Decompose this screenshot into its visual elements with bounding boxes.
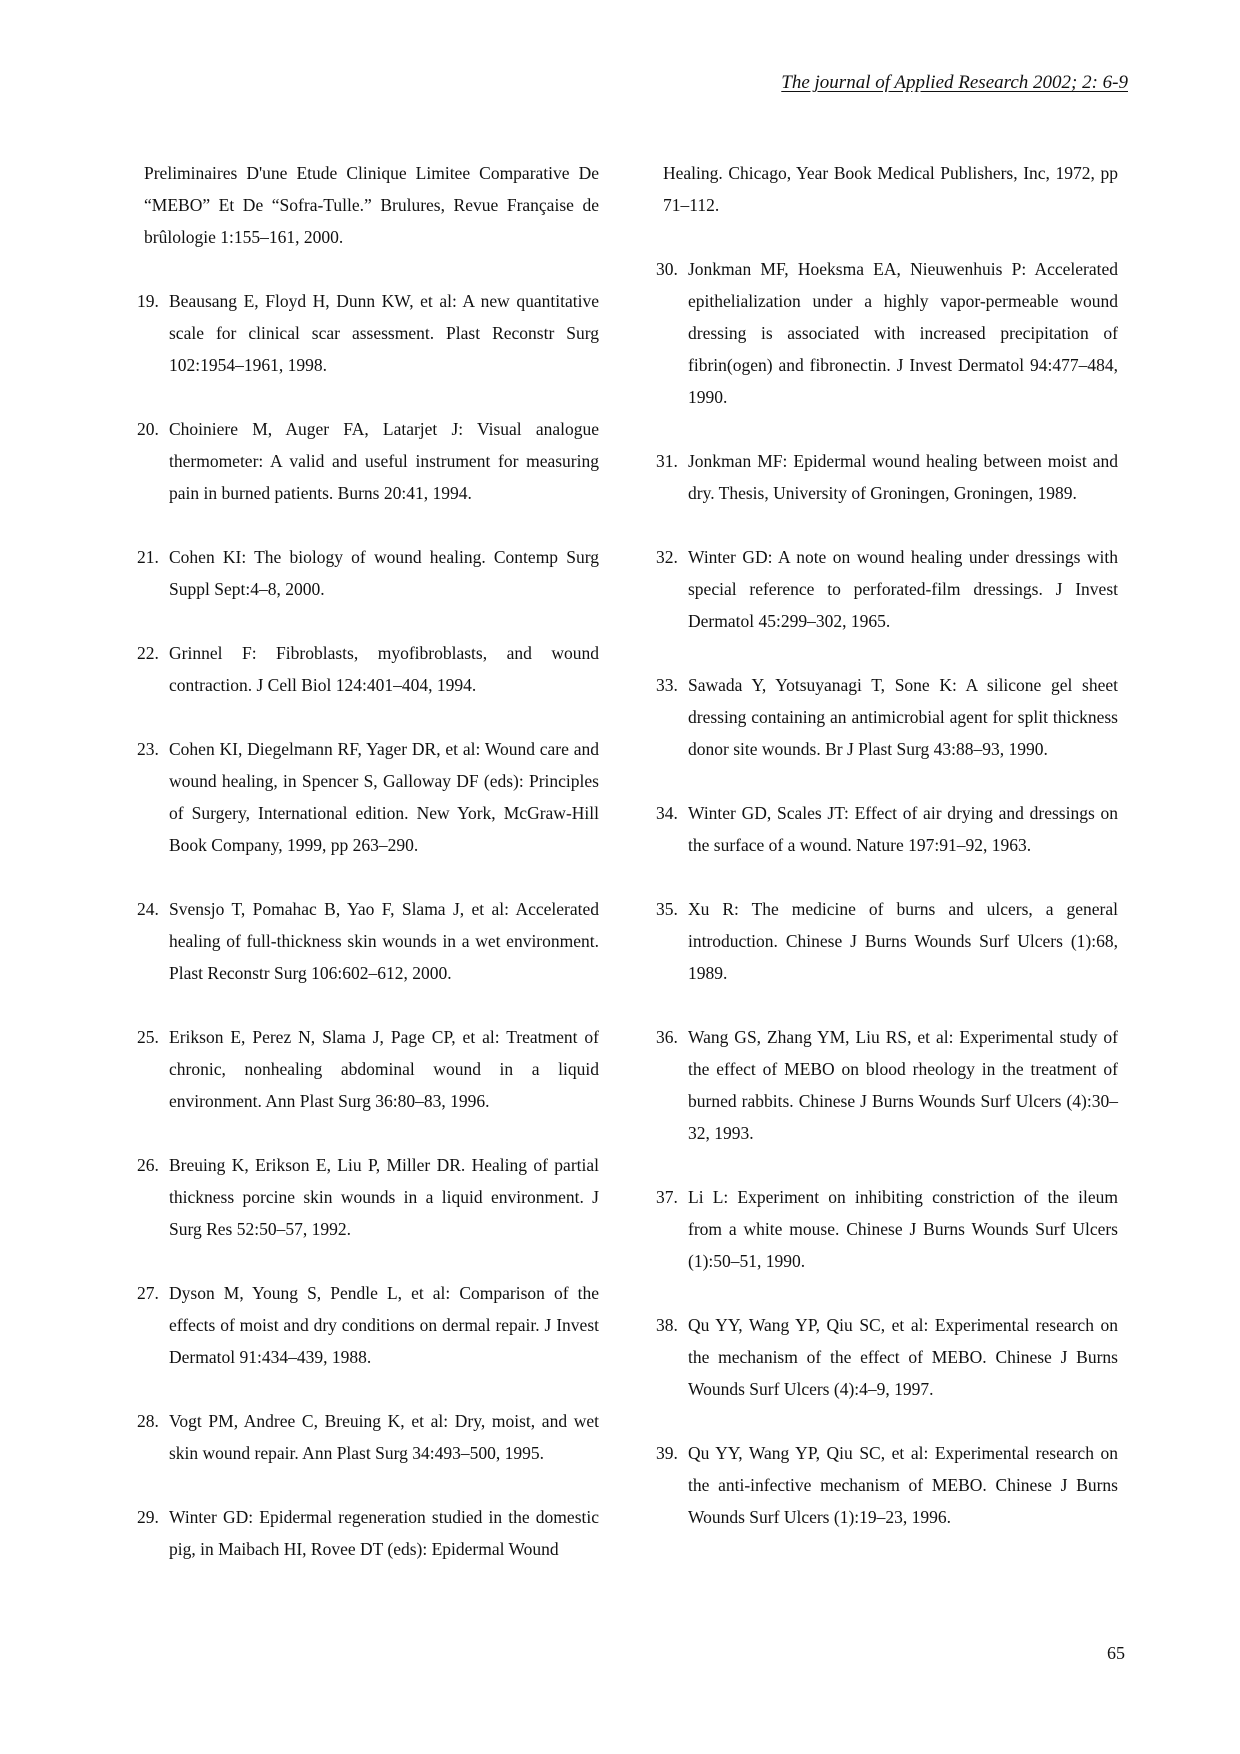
reference-text: Breuing K, Erikson E, Liu P, Miller DR. Healing of partial thickness porcine skin wounds in a liquid environment. J Surg Res 52:50–57, 1992. [169, 1155, 599, 1239]
reference-text: Erikson E, Perez N, Slama J, Page CP, et al: Treatment of chronic, nonhealing abdominal wound in a liquid environment. Ann Plast Surg 36:80–83, 1996. [169, 1027, 599, 1111]
reference-number: 21. [137, 547, 159, 567]
reference-column-right [656, 157, 1118, 1565]
reference-text: Healing. Chicago, Year Book Medical Publishers, Inc, 1972, pp 71–112. [663, 163, 1118, 215]
reference-item [656, 157, 1118, 221]
reference-text: Qu YY, Wang YP, Qiu SC, et al: Experimental research on the anti-infective mechanism of MEBO. Chinese J Burns Wounds Surf Ulcers (1):19–23, 1996. [688, 1443, 1118, 1527]
reference-item [656, 1181, 1118, 1277]
reference-text: Xu R: The medicine of burns and ulcers, a general introduction. Chinese J Burns Wounds Surf Ulcers (1):68, 1989. [688, 899, 1118, 983]
reference-item [656, 893, 1118, 989]
reference-number: 23. [137, 739, 159, 759]
reference-number: 32. [656, 547, 678, 567]
reference-text: Cohen KI, Diegelmann RF, Yager DR, et al: Wound care and wound healing, in Spencer S, Galloway DF (eds): Principles of Surgery, International edition. New York, McGraw-Hill Book Company, 1999, pp 263–290. [169, 739, 599, 855]
reference-item [137, 893, 599, 989]
reference-text: Jonkman MF: Epidermal wound healing between moist and dry. Thesis, University of Groningen, Groningen, 1989. [688, 451, 1118, 503]
reference-item [137, 541, 599, 605]
reference-text: Jonkman MF, Hoeksma EA, Nieuwenhuis P: Accelerated epithelialization under a highly vapor-permeable wound dressing is associated with increased precipitation of fibrin(ogen) and fibronectin. J Invest Dermatol 94:477–484, 1990. [688, 259, 1118, 407]
reference-column-left [137, 157, 599, 1597]
reference-text: Beausang E, Floyd H, Dunn KW, et al: A new quantitative scale for clinical scar assessment. Plast Reconstr Surg 102:1954–1961, 1998. [169, 291, 599, 375]
running-header: The journal of Applied Research 2002; 2: 6-9 [781, 72, 1128, 93]
reference-item [656, 669, 1118, 765]
reference-text: Cohen KI: The biology of wound healing. Contemp Surg Suppl Sept:4–8, 2000. [169, 547, 599, 599]
reference-item [137, 413, 599, 509]
reference-number: 28. [137, 1411, 159, 1431]
reference-number: 25. [137, 1027, 159, 1047]
reference-item [137, 1021, 599, 1117]
reference-item [137, 733, 599, 861]
reference-text: Winter GD, Scales JT: Effect of air drying and dressings on the surface of a wound. Nature 197:91–92, 1963. [688, 803, 1118, 855]
reference-number: 19. [137, 291, 159, 311]
reference-item [656, 1437, 1118, 1533]
reference-text: Winter GD: Epidermal regeneration studied in the domestic pig, in Maibach HI, Rovee DT (eds): Epidermal Wound [169, 1507, 599, 1559]
reference-item [137, 1501, 599, 1565]
reference-number: 39. [656, 1443, 678, 1463]
reference-text: Choiniere M, Auger FA, Latarjet J: Visual analogue thermometer: A valid and useful instrument for measuring pain in burned patients. Burns 20:41, 1994. [169, 419, 599, 503]
reference-text: Dyson M, Young S, Pendle L, et al: Comparison of the effects of moist and dry conditions on dermal repair. J Invest Dermatol 91:434–439, 1988. [169, 1283, 599, 1367]
reference-item [137, 637, 599, 701]
reference-number: 35. [656, 899, 678, 919]
reference-text: Vogt PM, Andree C, Breuing K, et al: Dry, moist, and wet skin wound repair. Ann Plast Surg 34:493–500, 1995. [169, 1411, 599, 1463]
reference-number: 26. [137, 1155, 159, 1175]
reference-text: Grinnel F: Fibroblasts, myofibroblasts, and wound contraction. J Cell Biol 124:401–404, 1994. [169, 643, 599, 695]
reference-item [656, 1021, 1118, 1149]
reference-number: 24. [137, 899, 159, 919]
reference-item [137, 285, 599, 381]
reference-number: 31. [656, 451, 678, 471]
reference-item [656, 1309, 1118, 1405]
reference-number: 27. [137, 1283, 159, 1303]
reference-number: 29. [137, 1507, 159, 1527]
reference-item [656, 797, 1118, 861]
reference-text: Svensjo T, Pomahac B, Yao F, Slama J, et al: Accelerated healing of full-thickness skin wounds in a wet environment. Plast Reconstr Surg 106:602–612, 2000. [169, 899, 599, 983]
reference-text: Sawada Y, Yotsuyanagi T, Sone K: A silicone gel sheet dressing containing an antimicrobial agent for split thickness donor site wounds. Br J Plast Surg 43:88–93, 1990. [688, 675, 1118, 759]
reference-number: 37. [656, 1187, 678, 1207]
reference-number: 22. [137, 643, 159, 663]
reference-item [656, 253, 1118, 413]
reference-item [137, 1149, 599, 1245]
reference-number: 33. [656, 675, 678, 695]
reference-number: 38. [656, 1315, 678, 1335]
reference-text: Qu YY, Wang YP, Qiu SC, et al: Experimental research on the mechanism of the effect of MEBO. Chinese J Burns Wounds Surf Ulcers (4):4–9, 1997. [688, 1315, 1118, 1399]
reference-item [137, 1405, 599, 1469]
reference-item [656, 541, 1118, 637]
reference-item [137, 157, 599, 253]
reference-text: Winter GD: A note on wound healing under dressings with special reference to perforated-film dressings. J Invest Dermatol 45:299–302, 1965. [688, 547, 1118, 631]
reference-text: Li L: Experiment on inhibiting constriction of the ileum from a white mouse. Chinese J Burns Wounds Surf Ulcers (1):50–51, 1990. [688, 1187, 1118, 1271]
reference-number: 34. [656, 803, 678, 823]
reference-number: 20. [137, 419, 159, 439]
reference-text: Preliminaires D'une Etude Clinique Limitee Comparative De “MEBO” Et De “Sofra-Tulle.” Brulures, Revue Française de brûlologie 1:155–161, 2000. [144, 163, 599, 247]
reference-number: 36. [656, 1027, 678, 1047]
page-number: 65 [1107, 1643, 1125, 1663]
reference-number: 30. [656, 259, 678, 279]
reference-item [656, 445, 1118, 509]
reference-item [137, 1277, 599, 1373]
reference-text: Wang GS, Zhang YM, Liu RS, et al: Experimental study of the effect of MEBO on blood rheology in the treatment of burned rabbits. Chinese J Burns Wounds Surf Ulcers (4):30–32, 1993. [688, 1027, 1118, 1143]
